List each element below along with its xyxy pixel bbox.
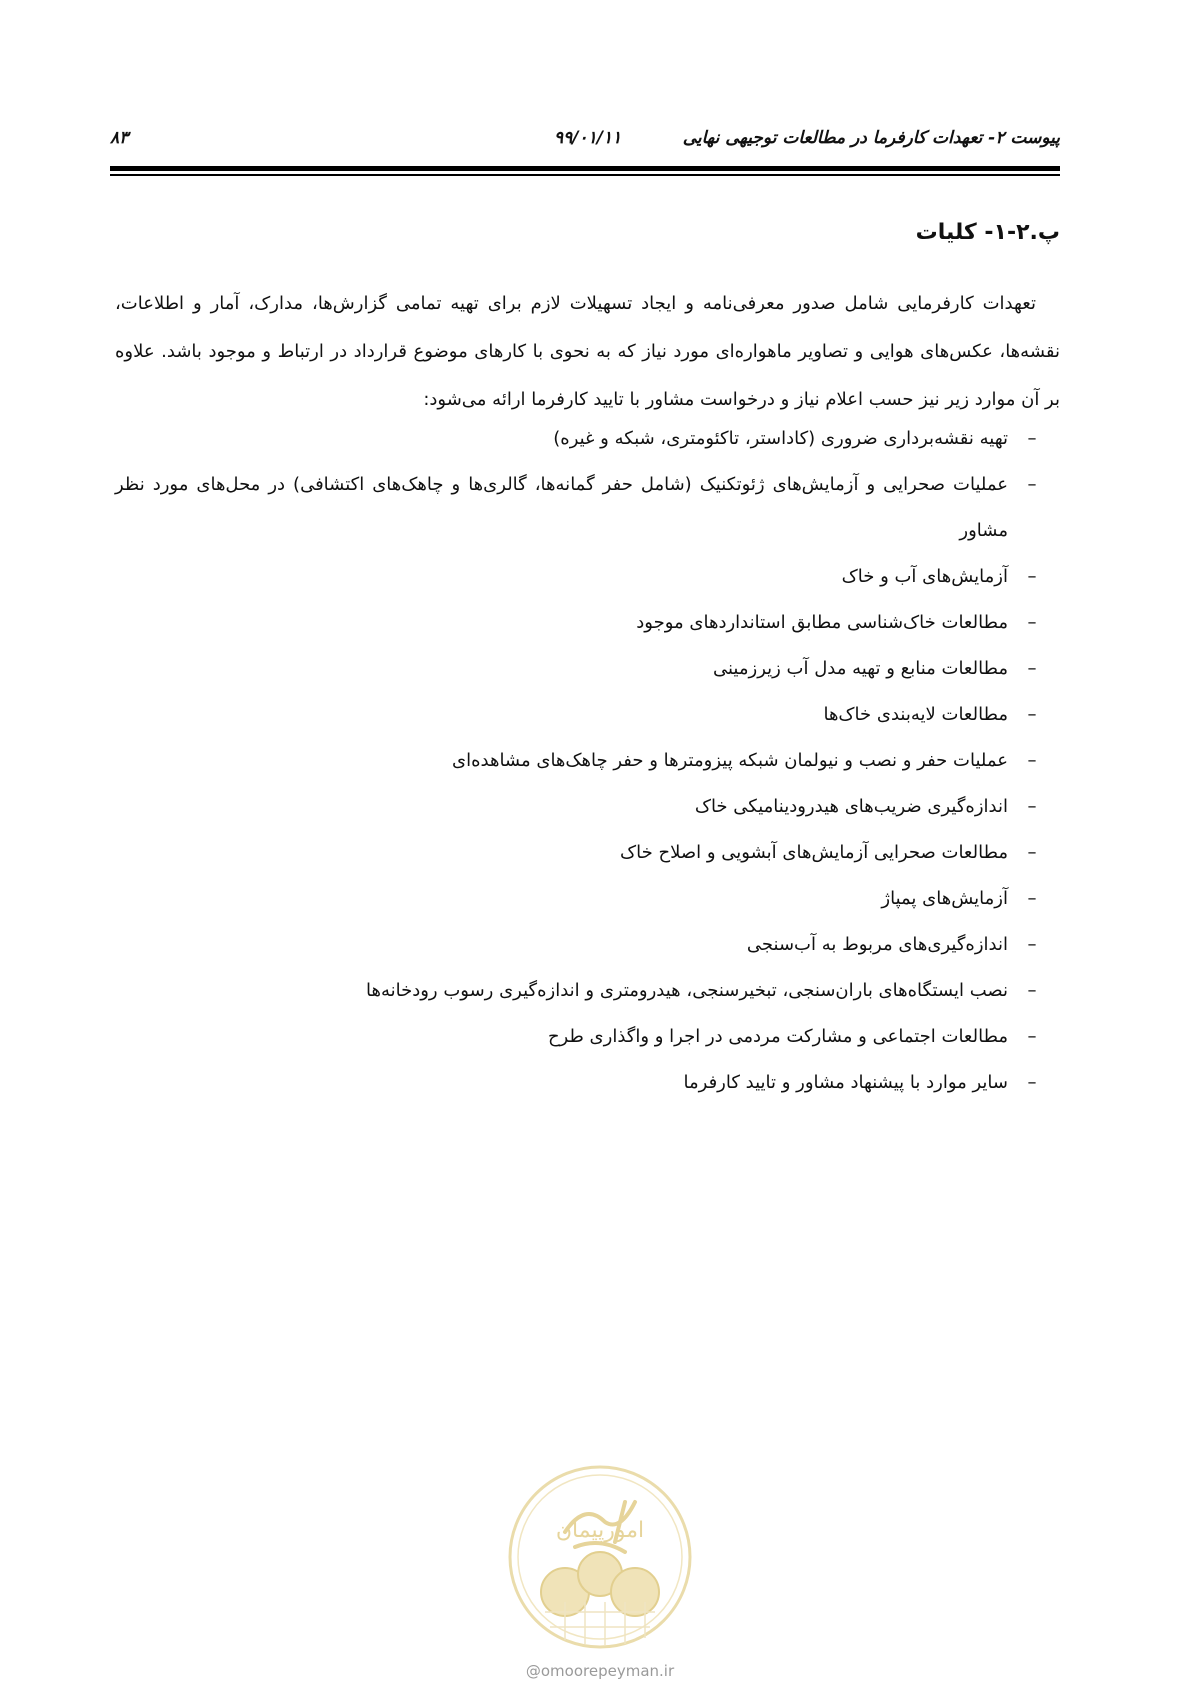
list-item-text: اندازه‌گیری ضریب‌های هیدرودینامیکی خاک [694,796,1008,817]
bullet-dash: – [1027,1072,1037,1093]
bullet-dash: – [1027,888,1037,909]
list-item [115,646,1060,692]
watermark-url: @omoorepeyman.ir [525,1662,675,1680]
list-item-text: مطالعات اجتماعی و مشارکت مردمی در اجرا و واگذاری طرح [547,1026,1008,1047]
bullet-dash: – [1027,796,1037,817]
list-item-text: تهیه نقشه‌برداری ضروری (کاداستر، تاکئومتری، شبکه و غیره) [553,428,1008,449]
bullet-dash: – [1027,1026,1037,1047]
page-header [110,128,1060,156]
list-item [115,554,1060,600]
intro-text: تعهدات کارفرمایی شامل صدور معرفی‌نامه و ایجاد تسهیلات لازم برای تهیه تمامی گزارش‌ها، مدارک، آمار و اطلاعات، نقشه‌ها، عکس‌های هوایی و تصاویر ماهواره‌ای مورد نیاز که به نحوی با کارهای موضوع قرارداد در ارتباط و موجود باشد. علاوه بر آن موارد زیر نیز حسب اعلام نیاز و درخواست مشاور با تایید کارفرما ارائه می‌شود: [115,293,1060,410]
list-item-text: اندازه‌گیری‌های مربوط به آب‌سنجی [746,934,1008,955]
list-item [115,1060,1060,1106]
list-item [115,830,1060,876]
section-title: پ.۲-۱- کلیات [915,220,1060,245]
header-title: پیوست ۲- تعهدات کارفرما در مطالعات توجیهی نهایی [682,128,1060,148]
watermark-logo-text: امورپیمان [555,1518,645,1543]
header-rule-thin [110,174,1060,176]
bullet-dash: – [1027,658,1037,679]
bullet-dash: – [1027,566,1037,587]
bullet-dash: – [1027,612,1037,633]
bullet-dash: – [1027,842,1037,863]
list-item [115,738,1060,784]
list-item-text: آزمایش‌های آب و خاک [841,566,1008,587]
intro-paragraph [115,280,1060,424]
list-item-text: مطالعات خاک‌شناسی مطابق استانداردهای موجود [636,612,1008,633]
list-item [115,922,1060,968]
list-item-text: سایر موارد با پیشنهاد مشاور و تایید کارفرما [683,1072,1008,1093]
watermark-logo [505,1462,695,1652]
list-item [115,968,1060,1014]
list-item-text: مطالعات صحرایی آزمایش‌های آبشویی و اصلاح خاک [620,842,1008,863]
page-number: ۸۳ [110,128,129,148]
bullet-dash: – [1027,750,1037,771]
bullet-dash: – [1027,980,1037,1001]
list-item [115,876,1060,922]
bullet-dash: – [1027,428,1037,449]
bullet-dash: – [1027,704,1037,725]
header-date: ۹۹/۰۱/۱۱ [554,128,622,148]
requirements-list [115,416,1060,1106]
list-item [115,416,1060,462]
list-item [115,462,1060,554]
list-item [115,600,1060,646]
list-item-text: مطالعات منابع و تهیه مدل آب زیرزمینی [713,658,1008,679]
list-item-text: نصب ایستگاه‌های باران‌سنجی، تبخیرسنجی، هیدرومتری و اندازه‌گیری رسوب رودخانه‌ها [365,980,1008,1001]
bullet-dash: – [1027,934,1037,955]
list-item [115,1014,1060,1060]
header-rule-thick [110,166,1060,171]
list-item-text: عملیات حفر و نصب و نیولمان شبکه پیزومترها و حفر چاهک‌های مشاهده‌ای [451,750,1008,771]
list-item-text: مطالعات لایه‌بندی خاک‌ها [823,704,1008,725]
list-item [115,784,1060,830]
list-item-text: آزمایش‌های پمپاژ [881,888,1008,909]
list-item-text: عملیات صحرایی و آزمایش‌های ژئوتکنیک (شامل حفر گمانه‌ها، گالری‌ها و چاهک‌های اکتشافی) در محل‌های مورد نظر مشاور [115,474,1008,541]
watermark-gears [541,1552,659,1616]
bullet-dash: – [1027,474,1037,495]
list-item [115,692,1060,738]
